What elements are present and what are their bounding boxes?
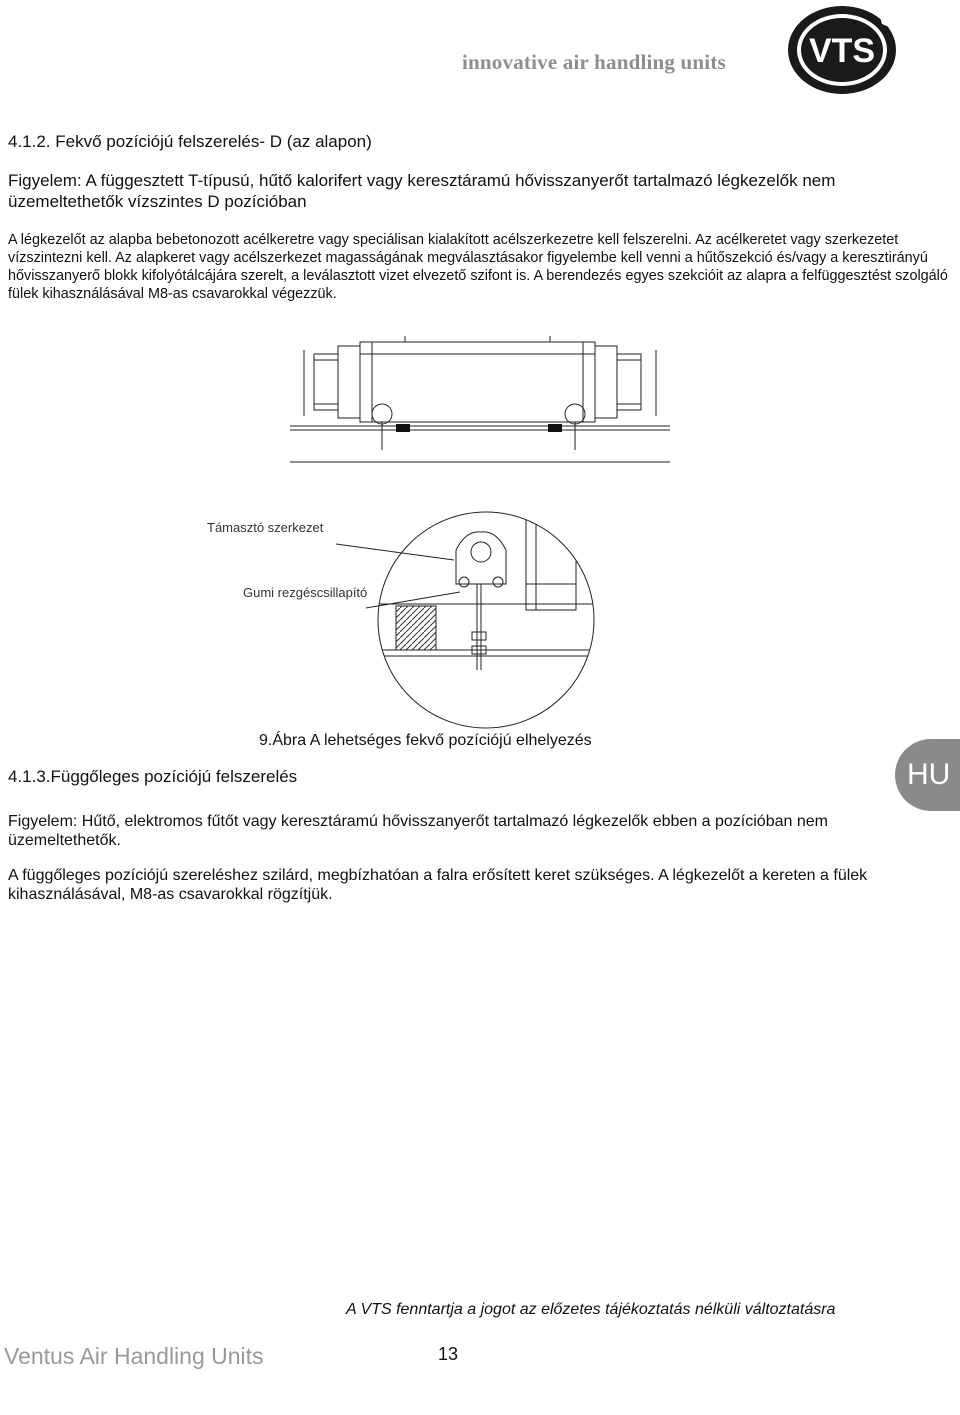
paragraph-horizontal: A légkezelőt az alapba bebetonozott acélkeretre vagy speciálisan kialakított acélszerkezetre kell felszerelni. Az acélkeretet vagy szerkezetet vízszintezni kell. Az alapkeret vagy acélszerkezet magasságának megválasztásakor figyelembe kell venni a hűtőszekció és/vagy a keresztirányú hővisszanyerő blokk kifolyótálcájára szerelt, a leválasztott vizet elvezető szifont is. A berendezés egyes szekcióit az alapra a felfüggesztést szolgáló fülek kihasználásával M8-as csavarokkal végezzük. bbox=[8, 232, 948, 302]
page-number: 13 bbox=[438, 1344, 459, 1364]
section-heading-horizontal: 4.1.2. Fekvő pozíciójú felszerelés- D (az alapon) bbox=[8, 132, 372, 151]
figure-caption: 9.Ábra A lehetséges fekvő pozíciójú elhelyezés bbox=[259, 732, 592, 749]
language-tab: HU bbox=[895, 739, 960, 811]
unit-on-base-drawing bbox=[290, 330, 670, 470]
footer-brand: Ventus Air Handling Units bbox=[4, 1343, 264, 1369]
label-support-structure: Támasztó szerkezet bbox=[207, 520, 324, 535]
paragraph-vertical: A függőleges pozíciójú szereléshez szilárd, megbízhatóan a falra erősített keret szükséges. A légkezelőt a kereten a fülek kihasználásával, M8-as csavarokkal rögzítjük. bbox=[8, 867, 868, 903]
label-rubber-damper: Gumi rezgéscsillapító bbox=[243, 585, 368, 600]
warning-horizontal: Figyelem: A függesztett T-típusú, hűtő kalorifert vagy keresztáramú hővisszanyerőt tartalmazó légkezelők nem üzemeltethetők vízszintes D pozícióban bbox=[8, 171, 836, 211]
logo-text: VTS bbox=[808, 32, 876, 70]
footer-notice: A VTS fenntartja a jogot az előzetes tájékoztatás nélküli változtatásra bbox=[346, 1301, 836, 1318]
section-heading-vertical: 4.1.3.Függőleges pozíciójú felszerelés bbox=[8, 767, 298, 786]
mount-detail-drawing bbox=[196, 500, 596, 740]
header-tagline: innovative air handling units bbox=[462, 50, 726, 74]
warning-vertical: Figyelem: Hűtő, elektromos fűtőt vagy keresztáramú hővisszanyerőt tartalmazó légkezelők ebben a pozícióban nem üzemeltethetők. bbox=[8, 813, 828, 849]
vts-logo bbox=[786, 0, 898, 96]
